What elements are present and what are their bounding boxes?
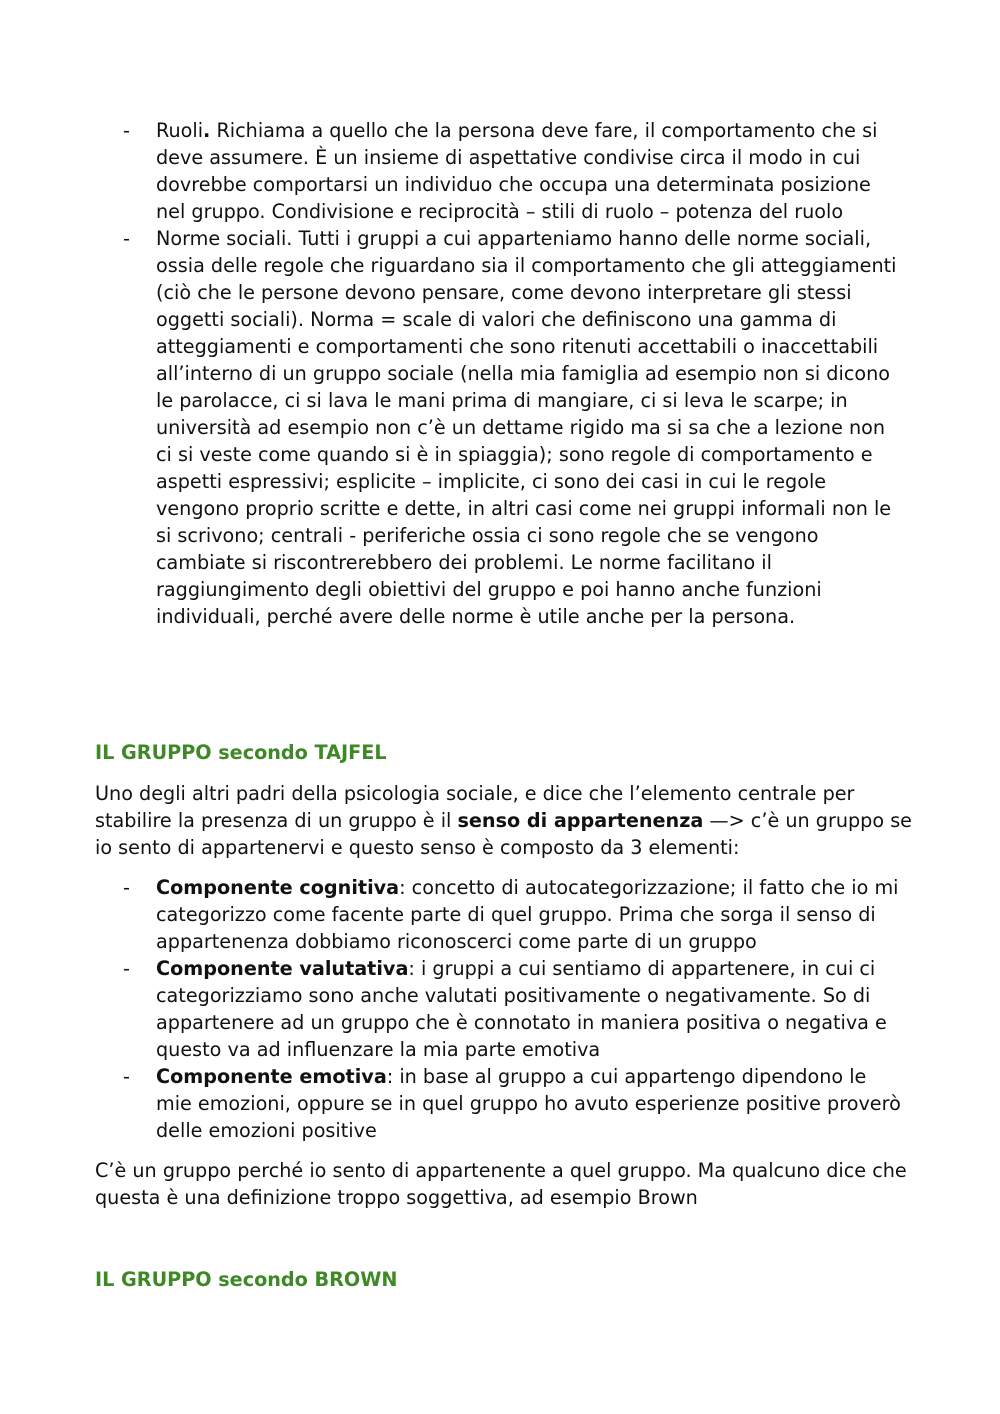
list-dash: - [123, 957, 130, 980]
heading-brown: IL GRUPPO secondo BROWN [95, 1268, 398, 1291]
valutativa-text: : i gruppi a cui sentiamo di appartenere, in cui ci categorizziamo sono anche valutati positivamente o negativamente. So di appartenere ad un gruppo che è connotato in maniera positiva o negativa e questo va ad influenzare la mia parte emotiva [156, 957, 887, 1061]
tajfel-intro-bold: senso di appartenenza [457, 809, 704, 832]
cognitiva-text: : concetto di autocategorizzazione; il fatto che io mi categorizzo come facente parte di quel gruppo. Prima che sorga il senso di appartenenza dobbiamo riconoscerci come parte di un gruppo [156, 876, 899, 953]
heading-tajfel: IL GRUPPO secondo TAJFEL [95, 741, 387, 764]
list-item-emotiva [0, 1063, 906, 1144]
roles-norms-list [0, 117, 1000, 630]
ruoli-lead: Ruoli [156, 119, 204, 142]
tajfel-intro-before: Uno degli altri padri della psicologia sociale, e dice che l’elemento centrale per stabilire la presenza di un gruppo è il [95, 782, 855, 832]
components-list [0, 874, 1000, 1144]
emotiva-text: : in base al gruppo a cui appartengo dipendono le mie emozioni, oppure se in quel gruppo ho avuto esperienze positive proverò delle emozioni positive [156, 1065, 901, 1142]
emotiva-bold: Componente emotiva [156, 1065, 387, 1088]
cognitiva-bold: Componente cognitiva [156, 876, 400, 899]
list-dash: - [123, 876, 130, 899]
list-item-valutativa [0, 955, 906, 1063]
list-item-ruoli [0, 117, 906, 225]
list-dash: - [123, 119, 130, 142]
list-dash: - [123, 1065, 130, 1088]
ruoli-text: Richiama a quello che la persona deve fare, il comportamento che si deve assumere. È un insieme di aspettative condivise circa il modo in cui dovrebbe comportarsi un individuo che occupa una determinata posizione nel gruppo. Condivisione e reciprocità – stili di ruolo – potenza del ruolo [156, 119, 878, 223]
ruoli-lead-dot: . [203, 119, 211, 142]
norme-text: Norme sociali. Tutti i gruppi a cui apparteniamo hanno delle norme sociali, ossia delle regole che riguardano sia il comportamento che gli atteggiamenti (ciò che le persone devono pensare, come devono interpretare gli stessi oggetti sociali). Norma = scale di valori che definiscono una gamma di atteggiamenti e comportamenti che sono ritenuti accettabili o inaccettabili all’interno di un gruppo sociale (nella mia famiglia ad esempio non si dicono le parolacce, ci si lava le mani prima di mangiare, ci si leva le scarpe; in università ad esempio non c’è un dettame rigido ma si sa che a lezione non ci si veste come quando si è in spiaggia); sono regole di comportamento e aspetti espressivi; esplicite – implicite, ci sono dei casi in cui le regole vengono proprio scritte e dette, in altri casi come nei gruppi informali non le si scrivono; centrali - periferiche ossia ci sono regole che se vengono cambiate si riscontrerebbero dei problemi. Le norme facilitano il raggiungimento degli obiettivi del gruppo e poi hanno anche funzioni individuali, perché avere delle norme è utile anche per la persona. [156, 227, 897, 628]
tajfel-intro [95, 780, 915, 861]
list-dash: - [123, 227, 130, 250]
tajfel-intro-after: —> c’è un gruppo se io sento di appartenervi e questo senso è composto da 3 elementi: [95, 809, 912, 859]
tajfel-outro: C’è un gruppo perché io sento di appartenente a quel gruppo. Ma qualcuno dice che questa è una definizione troppo soggettiva, ad esempio Brown [95, 1159, 907, 1209]
list-item-cognitiva [0, 874, 906, 955]
list-item-norme [0, 225, 906, 630]
valutativa-bold: Componente valutativa [156, 957, 409, 980]
